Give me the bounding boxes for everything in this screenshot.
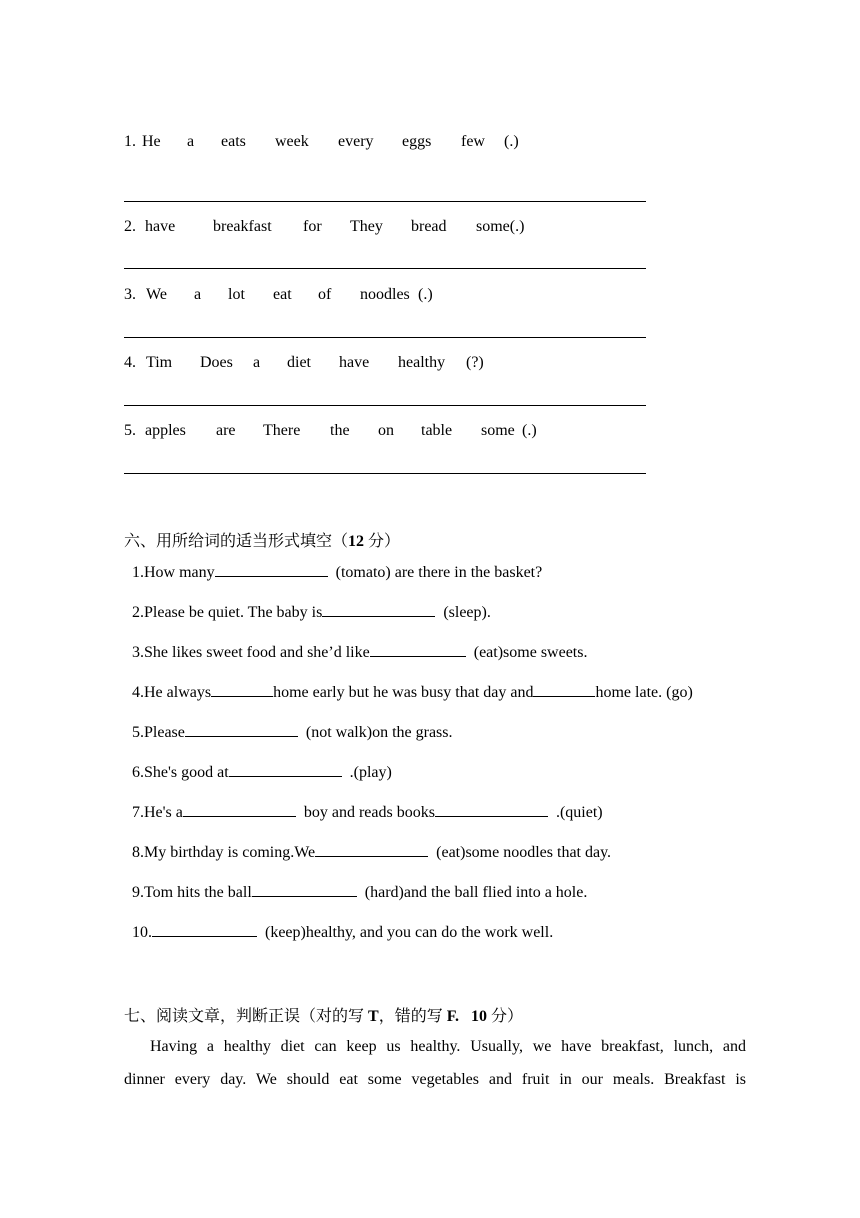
- word: are: [216, 422, 236, 439]
- word: eggs: [402, 133, 432, 150]
- blank-field[interactable]: [215, 562, 328, 577]
- word: There: [263, 422, 301, 439]
- item-text: (not walk)on the grass.: [305, 724, 453, 741]
- word: (.): [418, 286, 433, 303]
- passage-line: dinner every day. We should eat some vegetables and fruit in our meals. Breakfast is: [124, 1071, 746, 1088]
- blank-field[interactable]: [211, 682, 273, 697]
- word: for: [303, 218, 322, 235]
- word: of: [318, 286, 332, 303]
- word: (.): [522, 422, 537, 439]
- item-number: 5.: [124, 422, 136, 439]
- item-text: 2.Please be quiet. The baby is: [132, 604, 323, 621]
- word: a: [253, 354, 261, 371]
- word: some(.): [476, 218, 525, 235]
- answer-line[interactable]: [124, 268, 646, 269]
- blank-field[interactable]: [252, 882, 357, 897]
- heading-text: ，错的写: [378, 1008, 447, 1025]
- word: a: [187, 133, 195, 150]
- item-text: 5.Please: [132, 724, 185, 741]
- blank-field[interactable]: [185, 722, 298, 737]
- item-text: 6.She's good at: [132, 764, 229, 781]
- blank-field[interactable]: [152, 922, 257, 937]
- item-text: home late. (go): [595, 684, 693, 701]
- answer-line[interactable]: [124, 337, 646, 338]
- fill-item-7: [132, 802, 603, 822]
- item-text: 1.How many: [132, 564, 215, 581]
- heading-true-mark: T: [368, 1008, 379, 1025]
- item-text: .(play): [349, 764, 392, 781]
- word: on: [378, 422, 394, 439]
- item-text: boy and reads books: [303, 804, 435, 821]
- heading-text: 七、阅读文章，判断正误（对的写: [124, 1008, 369, 1025]
- word: diet: [287, 354, 311, 371]
- word: They: [350, 218, 383, 235]
- fill-item-3: [132, 642, 587, 662]
- word: He: [142, 133, 161, 150]
- heading-text: 分）: [487, 1008, 524, 1025]
- item-text: 10.: [132, 924, 152, 941]
- heading-false-mark: F.: [446, 1008, 460, 1025]
- passage-line: Having a healthy diet can keep us healthy. Usually, we have breakfast, lunch, and: [150, 1038, 746, 1055]
- blank-field[interactable]: [435, 802, 548, 817]
- fill-item-2: [132, 602, 491, 622]
- item-text: (eat)some sweets.: [473, 644, 588, 661]
- word: breakfast: [213, 218, 272, 235]
- word: eats: [221, 133, 246, 150]
- reading-passage: [124, 1030, 746, 1096]
- word: every: [338, 133, 374, 150]
- item-text: (sleep).: [443, 604, 491, 621]
- item-text: (keep)healthy, and you can do the work well.: [265, 924, 554, 941]
- word: We: [146, 286, 167, 303]
- fill-item-10: [132, 922, 553, 942]
- answer-line[interactable]: [124, 405, 646, 406]
- heading-text: 六、用所给词的适当形式填空（: [124, 533, 349, 550]
- fill-item-5: [132, 722, 453, 742]
- word: noodles: [360, 286, 410, 303]
- blank-field[interactable]: [370, 642, 466, 657]
- item-number: 4.: [124, 354, 136, 371]
- item-number: 1.: [124, 133, 136, 150]
- section6-heading: [124, 528, 400, 551]
- section7-heading: [124, 1003, 523, 1026]
- word: healthy: [398, 354, 446, 371]
- heading-points: 10: [471, 1008, 488, 1025]
- item-text: 7.He's a: [132, 804, 183, 821]
- word: eat: [273, 286, 292, 303]
- word: lot: [228, 286, 245, 303]
- blank-field[interactable]: [315, 842, 428, 857]
- item-text: home early but he was busy that day and: [273, 684, 534, 701]
- blank-field[interactable]: [322, 602, 435, 617]
- word: have: [145, 218, 176, 235]
- word: (?): [466, 354, 484, 371]
- item-text: 4.He always: [132, 684, 212, 701]
- word: bread: [411, 218, 447, 235]
- item-number: 3.: [124, 286, 136, 303]
- word: the: [330, 422, 350, 439]
- answer-line[interactable]: [124, 473, 646, 474]
- item-text: (eat)some noodles that day.: [436, 844, 612, 861]
- blank-field[interactable]: [183, 802, 296, 817]
- item-text: 8.My birthday is coming.We: [132, 844, 316, 861]
- word: Tim: [146, 354, 173, 371]
- item-number: 2.: [124, 218, 136, 235]
- word: a: [194, 286, 202, 303]
- heading-points: 12: [348, 533, 365, 550]
- word: Does: [200, 354, 233, 371]
- heading-gap: [459, 1008, 471, 1025]
- fill-item-9: [132, 882, 587, 902]
- item-text: (hard)and the ball flied into a hole.: [364, 884, 588, 901]
- item-text: .(quiet): [555, 804, 603, 821]
- blank-field[interactable]: [229, 762, 342, 777]
- word: few: [461, 133, 485, 150]
- item-text: 9.Tom hits the ball: [132, 884, 252, 901]
- heading-text: 分）: [364, 533, 401, 550]
- word: (.): [504, 133, 519, 150]
- fill-item-8: [132, 842, 611, 862]
- item-text: 3.She likes sweet food and she’d like: [132, 644, 370, 661]
- word: apples: [145, 422, 186, 439]
- fill-item-1: [132, 562, 542, 582]
- word: some: [481, 422, 515, 439]
- blank-field[interactable]: [533, 682, 595, 697]
- word: week: [275, 133, 309, 150]
- answer-line[interactable]: [124, 201, 646, 202]
- word: table: [421, 422, 453, 439]
- item-text: (tomato) are there in the basket?: [335, 564, 543, 581]
- fill-item-6: [132, 762, 392, 782]
- fill-item-4: [132, 682, 693, 702]
- word: have: [339, 354, 370, 371]
